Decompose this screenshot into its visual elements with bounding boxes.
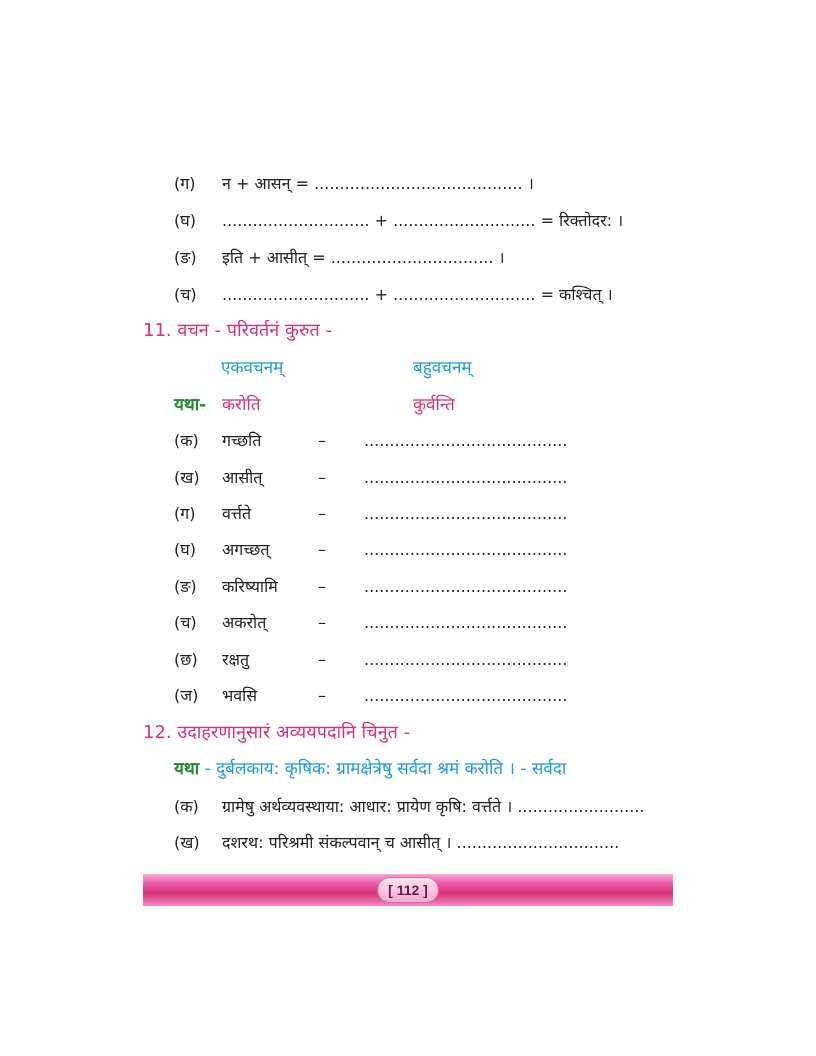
- sentence: ग्रामेषु अर्थव्यवस्थाया: आधार: प्रायेण कृषि: वर्त्तते । .........................: [222, 797, 645, 816]
- sandhi-row: [174, 211, 623, 231]
- example-singular: करोति: [222, 395, 261, 415]
- item-label: (च): [174, 285, 197, 304]
- example-sentence: - दुर्बलकाय: कृषिक: ग्रामक्षेत्रेषु सर्वदा श्रमं करोति । - सर्वदा: [199, 759, 567, 779]
- answer-blank: ........................................: [364, 613, 568, 632]
- item-label: (ज): [174, 686, 199, 705]
- item-label: (घ): [174, 540, 196, 559]
- example-row: [174, 759, 566, 779]
- exercise-row: [174, 833, 619, 853]
- exercise-row: [174, 797, 645, 817]
- item-label: (क): [174, 797, 199, 816]
- section-11-title: 11. वचन - परिवर्तनं कुरुत -: [143, 320, 333, 341]
- word: वर्त्तते: [222, 504, 252, 523]
- item-label: (ग): [174, 504, 196, 523]
- sentence: दशरथ: परिश्रमी संकल्पवान् च आसीत् । ................................: [222, 833, 620, 852]
- example-label: यथा-: [174, 395, 207, 415]
- answer-blank: ........................................: [364, 504, 568, 523]
- dash: –: [318, 650, 326, 669]
- dash: –: [318, 431, 326, 450]
- answer-blank: ........................................: [364, 540, 568, 559]
- dash: –: [318, 686, 326, 705]
- answer-blank: ........................................: [364, 577, 568, 596]
- word: अगच्छत्: [222, 540, 270, 559]
- section-12-title: 12. उदाहरणानुसारं अव्ययपदानि चिनुत -: [143, 722, 411, 743]
- word: करिष्यामि: [222, 577, 278, 596]
- dash: –: [318, 613, 326, 632]
- item-label: (ख): [174, 468, 200, 487]
- answer-blank: ........................................: [364, 650, 568, 669]
- answer-blank: ........................................: [364, 686, 568, 705]
- dash: –: [318, 504, 326, 523]
- item-label: (च): [174, 613, 197, 632]
- sandhi-text: ............................. + ............................ = कश्चित् ।: [222, 285, 613, 304]
- column-heading-plural: बहुवचनम्: [413, 358, 472, 378]
- sandhi-text: ............................. + ............................ = रिक्तोदर: ।: [222, 211, 624, 230]
- example-label: यथा: [174, 759, 200, 779]
- answer-blank: ........................................: [364, 468, 568, 487]
- item-label: (ख): [174, 833, 200, 852]
- sandhi-text: इति + आसीत् = ................................ ।: [222, 248, 505, 267]
- item-label: (ङ): [174, 577, 197, 596]
- column-heading-singular: एकवचनम्: [221, 358, 284, 378]
- item-label: (घ): [174, 211, 196, 230]
- page-number: [ 112 ]: [378, 878, 438, 902]
- sandhi-row: [174, 174, 534, 194]
- sandhi-row: [174, 248, 505, 268]
- word: आसीत्: [222, 468, 263, 487]
- sandhi-row: [174, 285, 613, 305]
- word: अकरोत्: [222, 613, 267, 632]
- sandhi-text: न + आसन् = ......................................... ।: [222, 174, 534, 193]
- item-label: (ङ): [174, 248, 197, 267]
- footer-band: [143, 874, 673, 906]
- dash: –: [318, 577, 326, 596]
- item-label: (क): [174, 431, 199, 450]
- word: गच्छति: [222, 431, 262, 450]
- example-plural: कुर्वन्ति: [413, 395, 455, 415]
- dash: –: [318, 540, 326, 559]
- dash: –: [318, 468, 326, 487]
- word: रक्षतु: [222, 650, 250, 669]
- word: भवसि: [222, 686, 258, 705]
- item-label: (छ): [174, 650, 198, 669]
- answer-blank: ........................................: [364, 431, 568, 450]
- item-label: (ग): [174, 174, 196, 193]
